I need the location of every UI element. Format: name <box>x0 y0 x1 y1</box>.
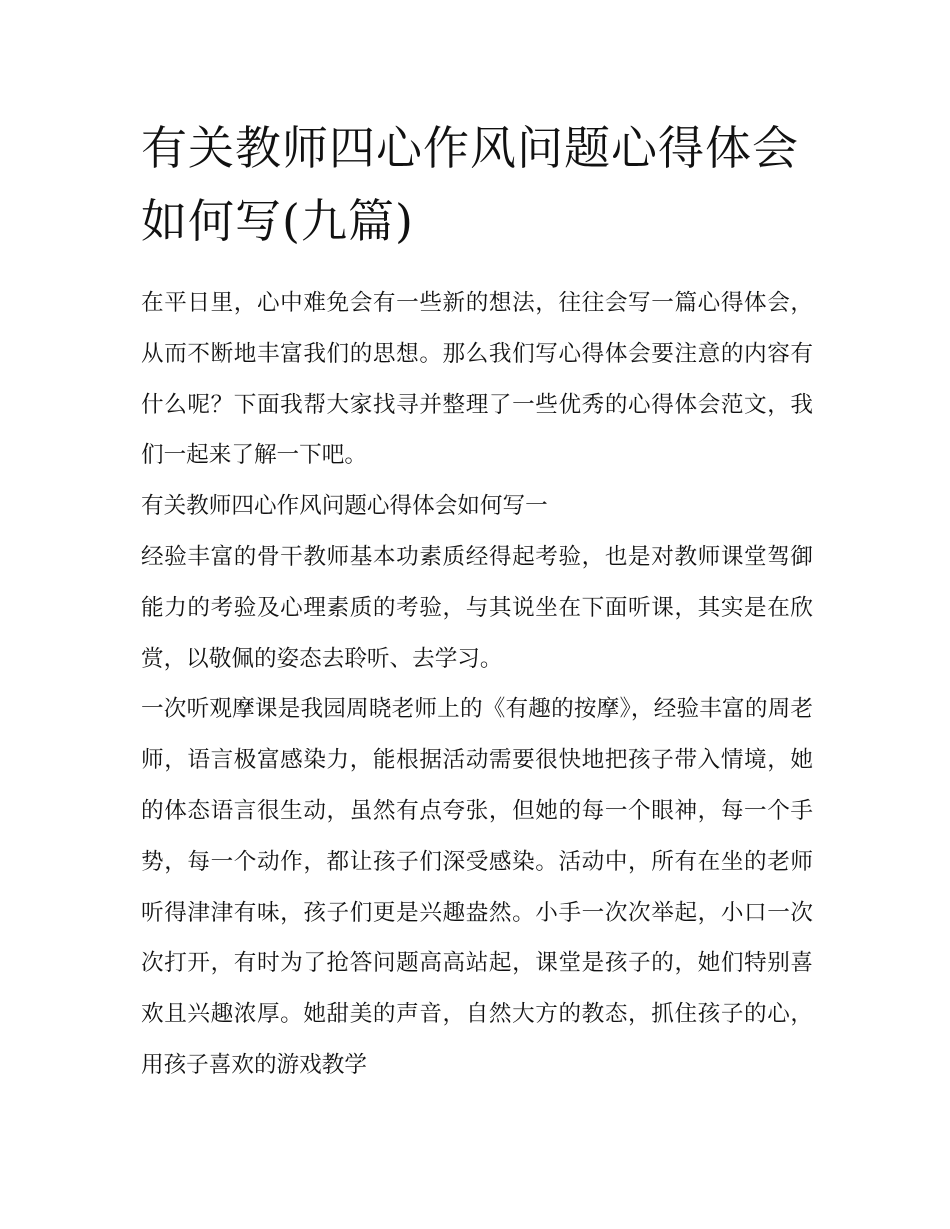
intro-paragraph: 在平日里，心中难免会有一些新的想法，往往会写一篇心得体会，从而不断地丰富我们的思想。那么我们写心得体会要注意的内容有什么呢？下面我帮大家找寻并整理了一些优秀的心得体会范文，我们一起来了解一下吧。 <box>141 290 813 469</box>
body-paragraph: 一次听观摩课是我园周晓老师上的《有趣的按摩》，经验丰富的周老师，语言极富感染力，能根据活动需要很快地把孩子带入情境，她的体态语言很生动，虽然有点夸张，但她的每一个眼神，每一个手势，每一个动作，都让孩子们深受感染。活动中，所有在坐的老师听得津津有味，孩子们更是兴趣盎然。小手一次次举起，小口一次次打开，有时为了抢答问题高高站起，课堂是孩子的，她们特别喜欢且兴趣浓厚。她甜美的声音，自然大方的教态，抓住孩子的心，用孩子喜欢的游戏教学 <box>141 696 813 1078</box>
section-heading: 有关教师四心作风问题心得体会如何写一 <box>141 493 548 520</box>
document-page <box>141 112 813 1091</box>
document-body <box>141 278 813 1091</box>
document-title: 有关教师四心作风问题心得体会如何写(九篇) <box>141 121 799 248</box>
body-paragraph: 经验丰富的骨干教师基本功素质经得起考验，也是对教师课堂驾御能力的考验及心理素质的考验，与其说坐在下面听课，其实是在欣赏，以敬佩的姿态去聆听、去学习。 <box>141 543 813 672</box>
